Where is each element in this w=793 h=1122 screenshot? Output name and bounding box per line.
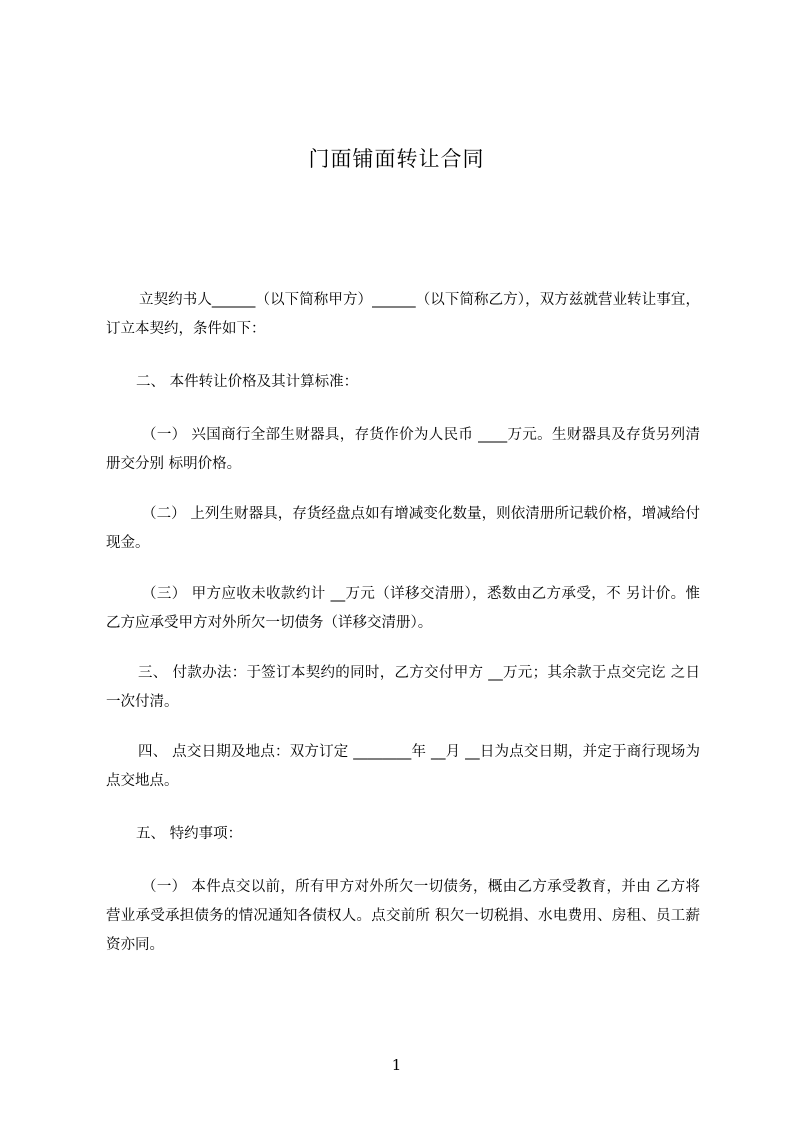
section-payment: 三、 付款办法：于签订本契约的同时，乙方交付甲方 __万元；其余款于点交完讫 之日一次付清。 bbox=[106, 665, 700, 710]
page-number: 1 bbox=[391, 1056, 402, 1074]
clause-special-1: （一） 本件点交以前，所有甲方对外所欠一切债务，概由乙方承受教育，并由 乙方将营业承受承担债务的情况通知各债权人。点交前所 积欠一切税捐、水电费用、房租、员工薪资亦同。 bbox=[106, 879, 700, 953]
intro-paragraph: 立契约书人______（以下简称甲方）______（以下简称乙方），双方兹就营业转让事宜，订立本契约，条件如下： bbox=[106, 292, 700, 337]
clause-price-2: （二） 上列生财器具，存货经盘点如有增减变化数量，则依清册所记载价格，增减给付现金。 bbox=[106, 506, 700, 551]
section-handover: 四、 点交日期及地点：双方订定 ________年 __月 __日为点交日期，并定于商行现场为点交地点。 bbox=[106, 744, 700, 789]
clause-price-3: （三） 甲方应收未收款约计 __万元（详移交清册），悉数由乙方承受，不 另计价。惟 乙方应承受甲方对外所欠一切债务（详移交清册）。 bbox=[106, 586, 700, 631]
document-title: 门面铺面转让合同 bbox=[308, 147, 485, 171]
clause-price-1: （一） 兴国商行全部生财器具，存货作价为人民币 ____万元。生财器具及存货另列清册交分别 标明价格。 bbox=[106, 427, 700, 472]
section-heading-price: 二、 本件转让价格及其计算标准： bbox=[136, 374, 359, 390]
section-heading-special: 五、 特约事项： bbox=[136, 826, 243, 842]
